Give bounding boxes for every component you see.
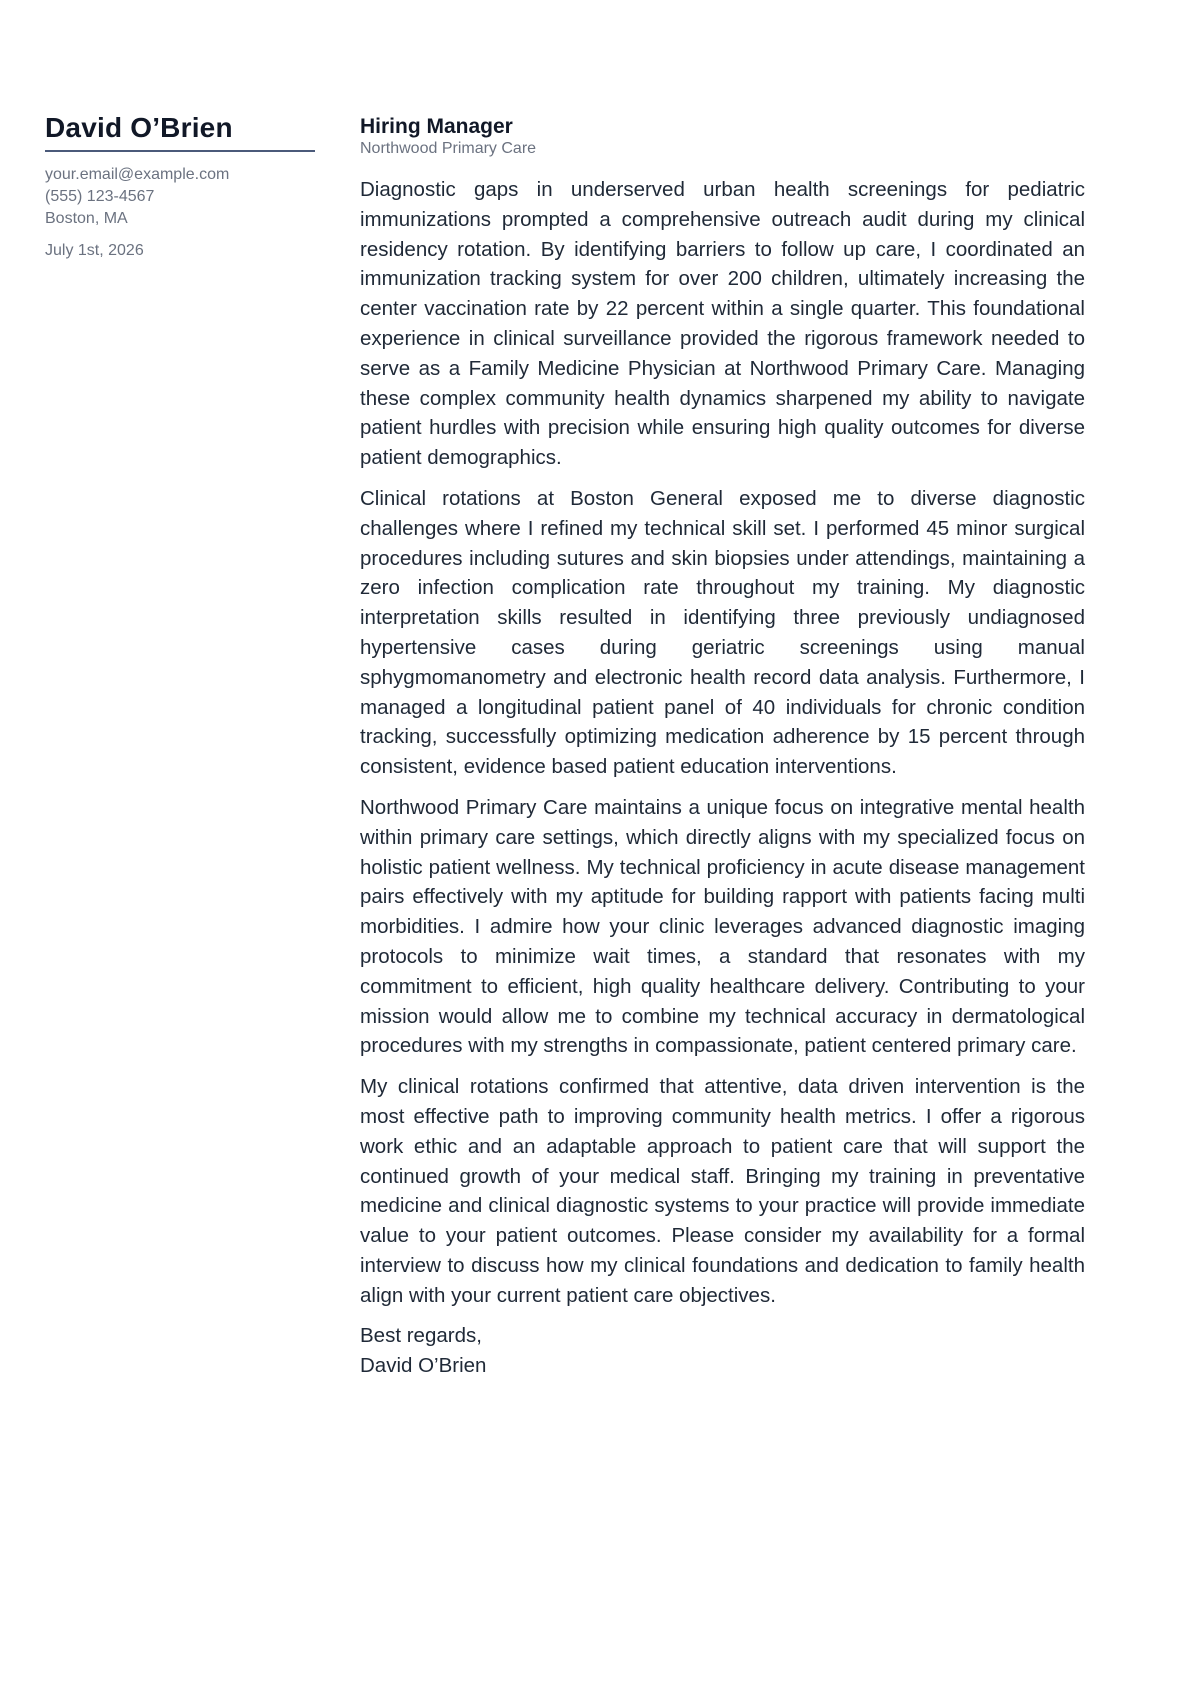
- sender-name: David O’Brien: [45, 112, 315, 152]
- body-paragraph-1: Diagnostic gaps in underserved urban health screenings for pediatric immunizations prompted a comprehensive outreach audit during my clinical residency rotation. By identifying barriers to follow up care, I coordinated an immunization tracking system for over 200 children, ultimately increasing the center vaccination rate by 22 percent within a single quarter. This foundational experience in clinical surveillance provided the rigorous framework needed to serve as a Family Medicine Physician at Northwood Primary Care. Managing these complex community health dynamics sharpened my ability to navigate patient hurdles with precision while ensuring high quality outcomes for diverse patient demographics.: [360, 178, 1085, 470]
- closing-signature: David O’Brien: [360, 1354, 487, 1378]
- sender-sidebar: [45, 112, 315, 260]
- recipient-title: Hiring Manager: [360, 115, 513, 138]
- sender-location: Boston, MA: [45, 210, 128, 227]
- letter-date: July 1st, 2026: [45, 242, 144, 259]
- body-paragraph-2: Clinical rotations at Boston General exposed me to diverse diagnostic challenges where I refined my technical skill set. I performed 45 minor surgical procedures including sutures and skin biopsies under attendings, maintaining a zero infection complication rate throughout my training. My diagnostic interpretation skills resulted in identifying three previously undiagnosed hypertensive cases during geriatric screenings using manual sphygmomanometry and electronic health record data analysis. Furthermore, I managed a longitudinal patient panel of 40 individuals for chronic condition tracking, successfully optimizing medication adherence by 15 percent through consistent, evidence based patient education interventions.: [360, 486, 1085, 779]
- recipient-organization: Northwood Primary Care: [360, 140, 537, 157]
- body-paragraph-4: My clinical rotations confirmed that attentive, data driven intervention is the most effective path to improving community health metrics. I offer a rigorous work ethic and an adaptable approach to patient care that will support the continued growth of your medical staff. Bringing my training in preventative medicine and clinical diagnostic systems to your practice will provide immediate value to your patient outcomes. Please consider my availability for a formal interview to discuss how my clinical foundations and dedication to family health align with your current patient care objectives.: [360, 1075, 1085, 1307]
- sender-email: your.email@example.com: [45, 166, 230, 183]
- closing-block: [360, 1321, 1085, 1381]
- letter-body: [360, 115, 1085, 1381]
- sender-phone: (555) 123-4567: [45, 188, 155, 205]
- contact-block: [45, 164, 315, 230]
- closing-salutation: Best regards,: [360, 1324, 482, 1348]
- body-paragraph-3: Northwood Primary Care maintains a unique focus on integrative mental health within primary care settings, which directly aligns with my specialized focus on holistic patient wellness. My technical proficiency in acute disease management pairs effectively with my aptitude for building rapport with patients facing multi morbidities. I admire how your clinic leverages advanced diagnostic imaging protocols to minimize wait times, a standard that resonates with my commitment to efficient, high quality healthcare delivery. Contributing to your mission would allow me to combine my technical accuracy in dermatological procedures with my strengths in compassionate, patient centered primary care.: [360, 795, 1085, 1058]
